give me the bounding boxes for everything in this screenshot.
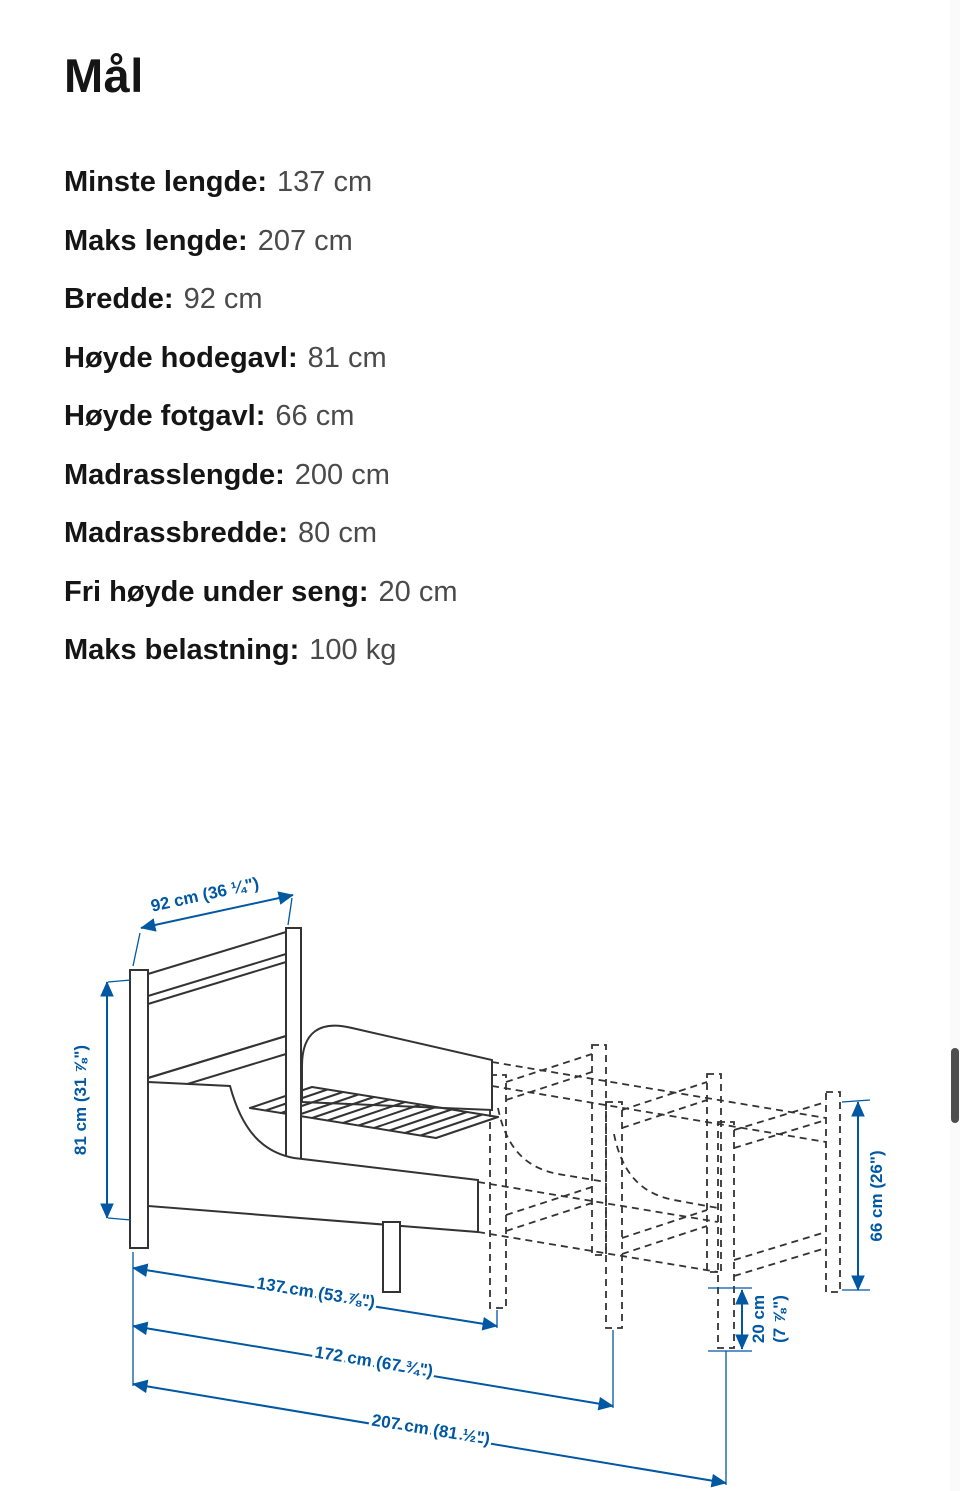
dim-width-label: 92 cm (36 ¼") <box>149 873 261 916</box>
scrollbar-track[interactable] <box>950 0 960 1491</box>
dim-clearance-inches: (7 ⅞") <box>770 1295 789 1343</box>
spec-label: Minste lengde: <box>64 166 268 198</box>
spec-row-mattress-width <box>64 504 960 563</box>
spec-row-mattress-length <box>64 446 960 505</box>
footboard-frame-1 <box>490 1045 606 1308</box>
far-side-rail <box>302 1026 492 1110</box>
height-foot-ticks <box>842 1100 870 1290</box>
bed-dimension-diagram <box>0 870 960 1491</box>
spec-row-max-length <box>64 212 960 271</box>
height-head-ticks <box>108 980 131 1220</box>
spec-label: Fri høyde under seng: <box>64 575 369 608</box>
dim-length-mid-label: 172 cm (67 ¾") <box>313 1342 435 1381</box>
spec-label: Bredde: <box>64 283 174 315</box>
spec-row-headboard-height <box>64 329 960 388</box>
dim-clearance-value: 20 cm <box>749 1294 768 1344</box>
dim-length-min-label: 137 cm (53 ⅞") <box>255 1273 377 1312</box>
spec-row-max-load <box>64 621 960 680</box>
spec-value: 81 cm <box>307 341 387 374</box>
spec-value: 66 cm <box>275 400 355 432</box>
bed-solid-part <box>130 928 498 1292</box>
spec-label: Maks lengde: <box>64 224 248 257</box>
dim-height-foot-label: 66 cm (26") <box>867 1150 886 1242</box>
headboard-front-post <box>130 970 148 1248</box>
spec-label: Maks belastning: <box>64 634 300 666</box>
spec-value: 20 cm <box>378 575 458 608</box>
curved-rail-echo-mid <box>498 1108 606 1182</box>
dim-length-max-label: 207 cm (81 ½") <box>370 1410 492 1449</box>
spec-row-width <box>64 270 960 329</box>
dim-height-head-label: 81 cm (31 ⅞") <box>71 1044 90 1156</box>
spec-value: 137 cm <box>277 166 373 198</box>
spec-label: Høyde fotgavl: <box>64 400 266 432</box>
spec-row-clearance <box>64 563 960 622</box>
spec-list <box>64 153 960 680</box>
page-title: Mål <box>64 49 144 102</box>
spec-label: Madrassbredde: <box>64 517 289 549</box>
spec-row-footboard-height <box>64 387 960 446</box>
spec-value: 207 cm <box>257 224 353 257</box>
clearance-ticks <box>708 1288 752 1351</box>
spec-value: 200 cm <box>294 458 390 491</box>
scrollbar-thumb[interactable] <box>951 1048 959 1123</box>
footboard-frame-2 <box>606 1074 721 1328</box>
spec-label: Madrasslengde: <box>64 458 285 491</box>
front-leg <box>383 1222 400 1292</box>
spec-value: 80 cm <box>298 517 377 549</box>
curved-rail-echo-far <box>614 1134 718 1208</box>
bed-diagram-svg <box>0 870 960 1491</box>
spec-row-min-length <box>64 153 960 212</box>
spec-label: Høyde hodegavl: <box>64 341 298 374</box>
side-rail-extension <box>478 1182 718 1272</box>
rear-rail-extension <box>492 1062 826 1142</box>
spec-value: 92 cm <box>183 283 263 315</box>
spec-value: 100 kg <box>309 634 397 666</box>
